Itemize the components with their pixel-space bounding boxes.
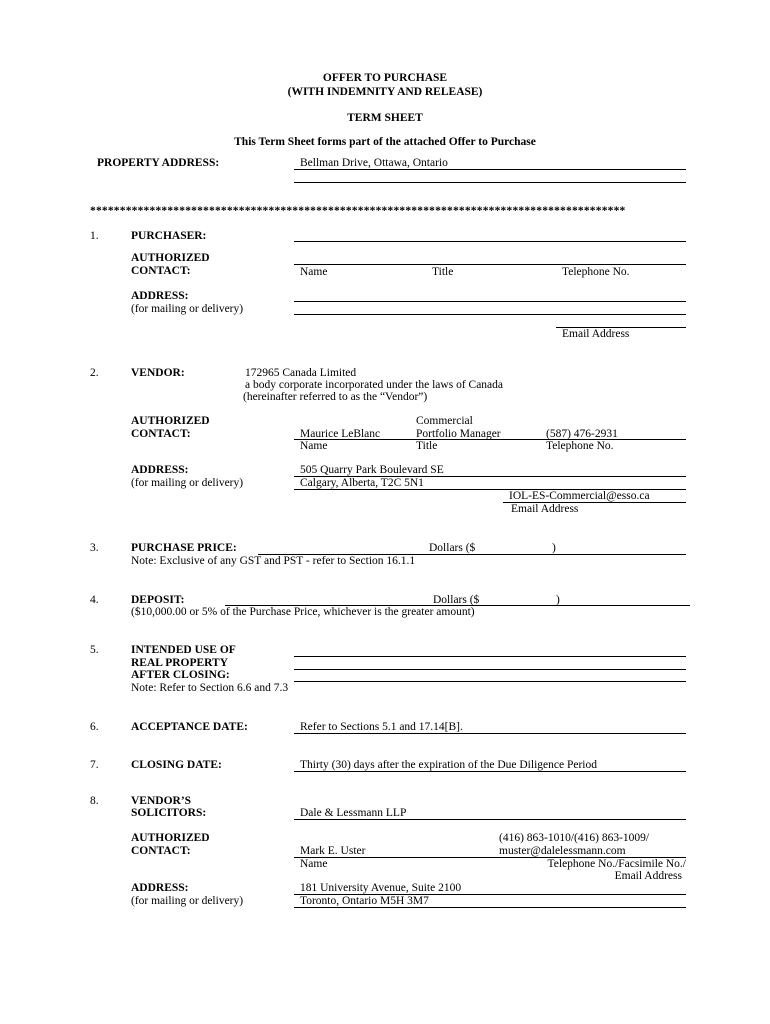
- section-number-2: 2.: [90, 367, 99, 379]
- document-subtitle: (WITH INDEMNITY AND RELEASE): [287, 86, 483, 98]
- section-number-8: 8.: [90, 795, 99, 807]
- asterisk-separator: ******************************************************************************************: [90, 205, 626, 217]
- intended-use-line-3[interactable]: [294, 681, 686, 682]
- intended-use-label-3: AFTER CLOSING:: [131, 669, 230, 681]
- solicitors-contact-name[interactable]: Mark E. Uster: [300, 845, 366, 857]
- intended-use-line-1[interactable]: [294, 656, 686, 657]
- deposit-dollars: Dollars ($: [433, 594, 480, 606]
- vendor-contact-label: CONTACT:: [131, 428, 191, 440]
- property-address-value[interactable]: Bellman Drive, Ottawa, Ontario: [300, 157, 448, 169]
- purchase-price-label: PURCHASE PRICE:: [131, 542, 237, 554]
- vendor-address-sub: (for mailing or delivery): [131, 477, 244, 489]
- vendor-address-line1[interactable]: 505 Quarry Park Boulevard SE: [300, 464, 444, 476]
- vendor-authorized-label: AUTHORIZED: [131, 415, 210, 427]
- deposit-close: ): [556, 594, 560, 606]
- vendor-phone-caption: Telephone No.: [546, 440, 614, 452]
- intended-use-label-1: INTENDED USE OF: [131, 644, 236, 656]
- purchaser-contact-line[interactable]: [294, 264, 686, 265]
- vendor-contact-line: [294, 439, 686, 440]
- solicitors-address-rule-2: [294, 907, 686, 908]
- purchaser-authorized-label: AUTHORIZED: [131, 252, 210, 264]
- solicitors-address-line2[interactable]: Toronto, Ontario M5H 3M7: [300, 895, 429, 907]
- purchase-price-note: Note: Exclusive of any GST and PST - refer to Section 16.1.1: [131, 555, 416, 567]
- closing-date-line: [294, 771, 686, 772]
- vendor-title-caption: Title: [416, 440, 438, 452]
- intended-use-line-2[interactable]: [294, 669, 686, 670]
- closing-date-value[interactable]: Thirty (30) days after the expiration of the Due Diligence Period: [300, 759, 597, 771]
- purchaser-email-caption: Email Address: [562, 328, 630, 340]
- section-number-5: 5.: [90, 644, 99, 656]
- solicitors-authorized-label: AUTHORIZED: [131, 832, 210, 844]
- vendor-address-line2[interactable]: Calgary, Alberta, T2C 5N1: [300, 477, 424, 489]
- solicitors-firm-line: [294, 819, 686, 820]
- deposit-label: DEPOSIT:: [131, 594, 185, 606]
- vendor-contact-phone[interactable]: (587) 476-2931: [546, 428, 618, 440]
- purchaser-address-sub: (for mailing or delivery): [131, 303, 244, 315]
- solicitors-address-line1[interactable]: 181 University Avenue, Suite 2100: [300, 882, 462, 894]
- section-number-3: 3.: [90, 542, 99, 554]
- vendor-contact-title-2[interactable]: Portfolio Manager: [416, 428, 501, 440]
- solicitors-email[interactable]: muster@dalelessmann.com: [499, 845, 626, 857]
- purchaser-label: PURCHASER:: [131, 230, 207, 242]
- solicitors-name-caption: Name: [300, 858, 328, 870]
- document-title: OFFER TO PURCHASE: [322, 72, 448, 84]
- vendor-contact-name[interactable]: Maurice LeBlanc: [300, 428, 381, 440]
- intended-use-label-2: REAL PROPERTY: [131, 657, 229, 669]
- solicitors-contact-label: CONTACT:: [131, 845, 191, 857]
- vendor-email[interactable]: IOL-ES-Commercial@esso.ca: [509, 490, 650, 502]
- purchaser-title-caption: Title: [432, 266, 454, 278]
- deposit-note: ($10,000.00 or 5% of the Purchase Price, whichever is the greater amount): [131, 606, 475, 618]
- acceptance-date-line: [294, 733, 686, 734]
- solicitors-label-2: SOLICITORS:: [131, 807, 207, 819]
- purchaser-field-line[interactable]: [294, 241, 686, 242]
- vendor-address-label: ADDRESS:: [131, 464, 189, 476]
- purchase-price-close: ): [552, 542, 556, 554]
- closing-date-label: CLOSING DATE:: [131, 759, 222, 771]
- property-address-label: PROPERTY ADDRESS:: [97, 157, 220, 169]
- purchaser-phone-caption: Telephone No.: [562, 266, 630, 278]
- section-number-4: 4.: [90, 594, 99, 606]
- section-number-1: 1.: [90, 230, 99, 242]
- vendor-contact-title-1: Commercial: [416, 415, 473, 427]
- vendor-name-caption: Name: [300, 440, 328, 452]
- vendor-name: 172965 Canada Limited: [245, 367, 357, 379]
- acceptance-date-label: ACCEPTANCE DATE:: [131, 721, 248, 733]
- vendor-email-caption: Email Address: [511, 503, 579, 515]
- purchaser-address-label: ADDRESS:: [131, 290, 189, 302]
- purchaser-name-caption: Name: [300, 266, 328, 278]
- solicitors-address-sub: (for mailing or delivery): [131, 895, 244, 907]
- term-sheet-intro: This Term Sheet forms part of the attached Offer to Purchase: [234, 136, 536, 148]
- purchase-price-dollars: Dollars ($: [429, 542, 476, 554]
- vendor-referred-as: (hereinafter referred to as the “Vendor”): [243, 391, 428, 403]
- property-address-line-1: [294, 169, 686, 170]
- purchaser-contact-label: CONTACT:: [131, 265, 191, 277]
- solicitors-label-1: VENDOR’S: [131, 795, 192, 807]
- solicitors-firm[interactable]: Dale & Lessmann LLP: [300, 807, 407, 819]
- solicitors-phone-caption: Telephone No./Facsimile No./: [547, 858, 686, 870]
- solicitors-address-label: ADDRESS:: [131, 882, 189, 894]
- property-address-line-2: [294, 182, 686, 183]
- purchaser-address-line-1[interactable]: [294, 301, 686, 302]
- purchaser-address-line-2[interactable]: [294, 314, 686, 315]
- term-sheet-heading: TERM SHEET: [347, 112, 423, 124]
- intended-use-note: Note: Refer to Section 6.6 and 7.3: [131, 682, 289, 694]
- vendor-label: VENDOR:: [131, 367, 185, 379]
- section-number-6: 6.: [90, 721, 99, 733]
- section-number-7: 7.: [90, 759, 99, 771]
- solicitors-phone-fax[interactable]: (416) 863-1010/(416) 863-1009/: [499, 832, 650, 844]
- vendor-incorporation: a body corporate incorporated under the laws of Canada: [245, 379, 504, 391]
- solicitors-email-caption: Email Address: [614, 870, 682, 882]
- acceptance-date-value[interactable]: Refer to Sections 5.1 and 17.14[B].: [300, 721, 463, 733]
